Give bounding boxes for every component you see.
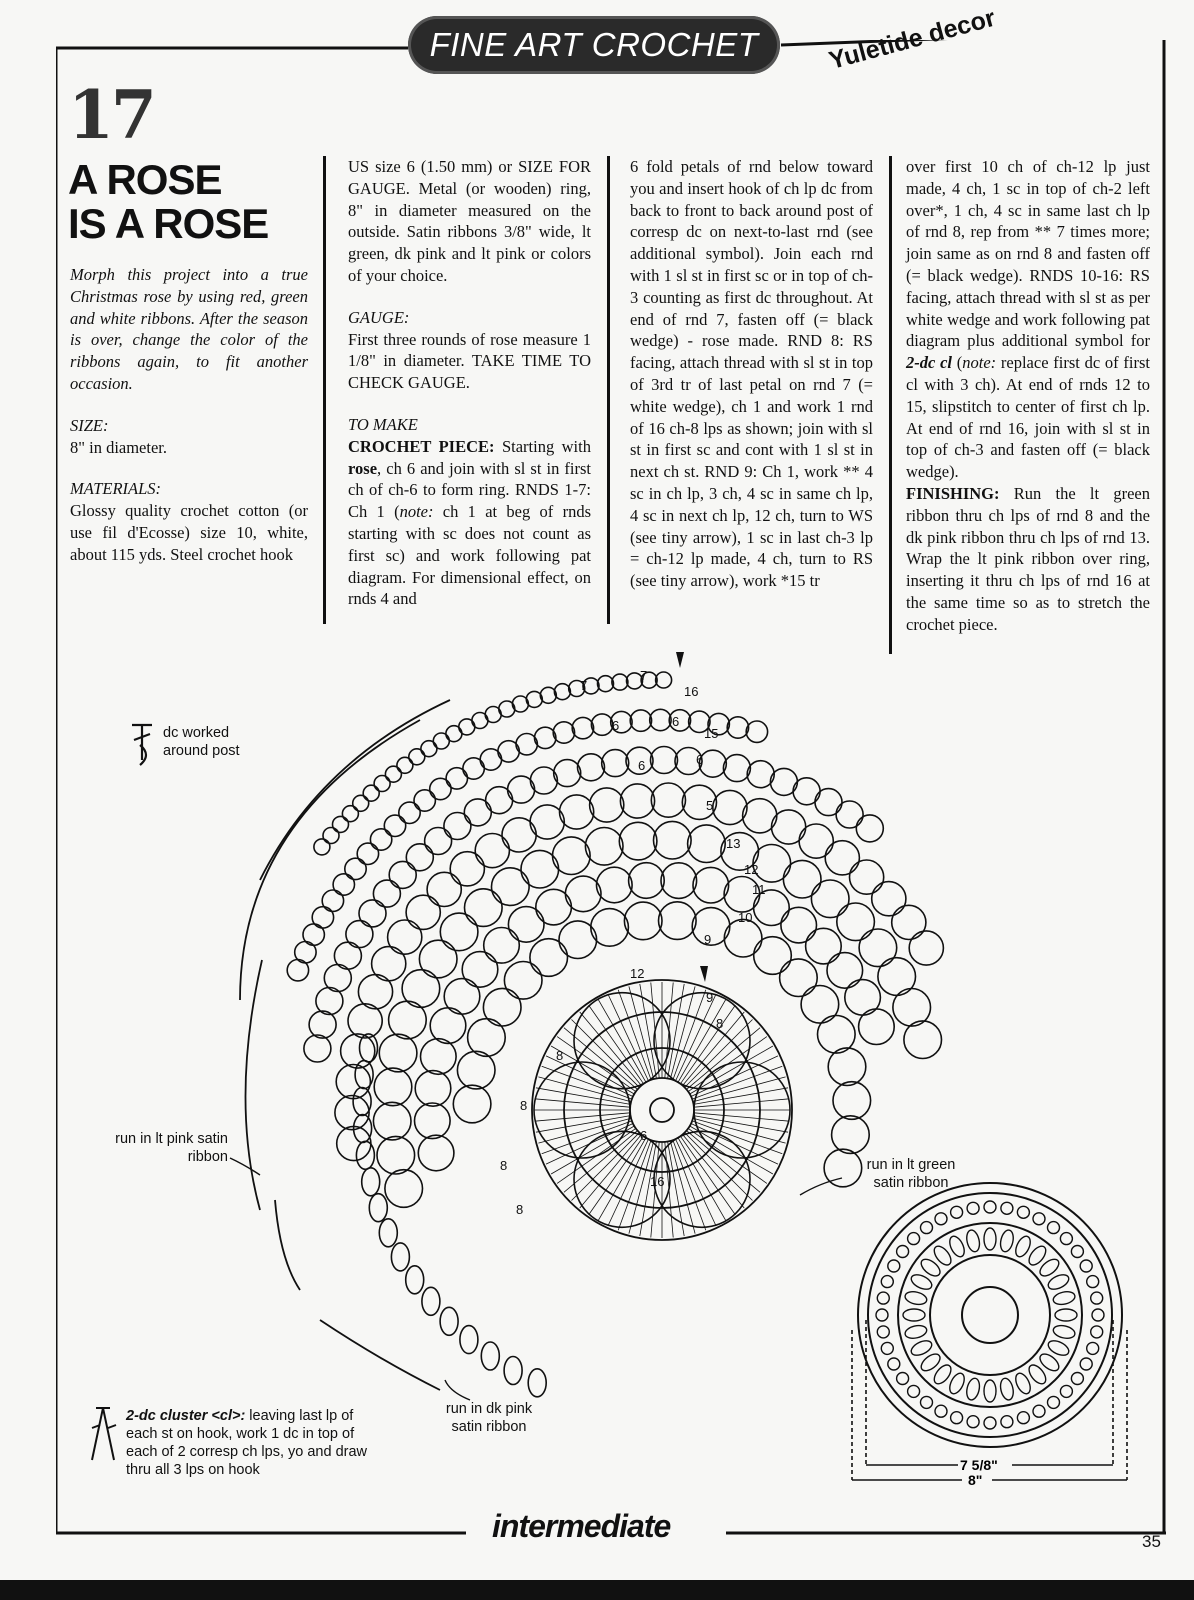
small-loop [984, 1380, 996, 1402]
chain-loop [781, 907, 817, 943]
chain-loop [892, 905, 926, 939]
chain-loop [828, 1048, 866, 1086]
chain-loop [384, 815, 405, 836]
small-loop [1091, 1326, 1103, 1338]
chain-loop [464, 799, 491, 826]
chain-loop [591, 714, 612, 735]
bead-loop [391, 1243, 409, 1271]
round-number: 16 [650, 1174, 665, 1189]
chain-loop [414, 790, 435, 811]
small-loop [904, 1290, 928, 1307]
chain-loop [374, 776, 390, 792]
black-wedge [676, 652, 684, 668]
chain-loop [409, 749, 425, 765]
title-line-1: A ROSE [68, 156, 222, 203]
small-loop [935, 1405, 947, 1417]
small-loop [1087, 1276, 1099, 1288]
small-loop [1091, 1292, 1103, 1304]
small-loop [1052, 1324, 1076, 1341]
stitch-line [542, 1121, 632, 1154]
finishing-text: FINISHING: Run the lt green ribbon thru ch lps of rnd 8 and the dk pink ribbon thru ch lps of rnd 13. Wrap the lt pink ribbon over ring, inserting it thru ch lps of rnd 16 at the same time so as to stretch the crochet piece. [906, 483, 1150, 634]
chain-loop [597, 867, 633, 903]
chain-loop [560, 795, 594, 829]
small-loop [1071, 1373, 1083, 1385]
chain-loop [833, 1082, 871, 1120]
chain-loop [651, 747, 678, 774]
bead-loop [460, 1326, 478, 1354]
chain-loop [379, 1034, 417, 1072]
chain-loop [530, 939, 568, 977]
chain-loop [373, 880, 400, 907]
chain-loop [801, 986, 839, 1024]
bead-loop [528, 1369, 546, 1397]
chain-loop [372, 947, 406, 981]
round-number: 6 [612, 718, 620, 733]
finishing-heading: FINISHING: [906, 483, 1000, 503]
chain-loop [699, 750, 726, 777]
chain-loop [780, 959, 818, 997]
chain-loop [836, 801, 863, 828]
chain-loop [322, 890, 343, 911]
chain-loop [446, 768, 467, 789]
chain-loop [661, 863, 697, 899]
round-number: 8 [500, 1158, 508, 1173]
small-loop [967, 1202, 979, 1214]
small-loop [1060, 1385, 1072, 1397]
round-number: 9 [706, 990, 714, 1005]
to-make-heading: TO MAKE [348, 414, 418, 434]
chain-loop [565, 876, 601, 912]
chain-loop [475, 834, 509, 868]
round-number: 6 [672, 714, 680, 729]
chain-loop [425, 828, 452, 855]
chain-loop [508, 907, 544, 943]
dk-pink-ribbon-label: run in dk pink satin ribbon [445, 1401, 533, 1435]
chain-loop [553, 837, 591, 875]
cluster-title: 2-dc cluster <cl>: [126, 1408, 246, 1424]
chain-loop [444, 813, 471, 840]
stitch-line [536, 1116, 631, 1133]
chain-loop [598, 676, 614, 692]
stitch-line [668, 984, 685, 1079]
chain-loop [554, 760, 581, 787]
bead-loop [422, 1287, 440, 1315]
small-loop [1033, 1405, 1045, 1417]
round-number: 6 [638, 758, 646, 773]
bead-loop [379, 1219, 397, 1247]
stitch-line [640, 984, 657, 1079]
chain-loop [799, 824, 833, 858]
chain-loop [815, 789, 842, 816]
chain-loop [406, 895, 440, 929]
chain-loop [399, 802, 420, 823]
chain-loop [358, 975, 392, 1009]
round-number: 10 [738, 910, 753, 925]
crochet-piece-text: CROCHET PIECE: Starting with rose, ch 6 and join with sl st in first ch of ch-6 to form ring. RNDS 1-7: Ch 1 (note: ch 1 at beg of rnds starting with sc does not count as first sc) and work following pat diagram. For dimensional effect, on rnds 4 and [348, 436, 591, 609]
size-heading: SIZE: [70, 415, 109, 435]
small-loop [877, 1326, 889, 1338]
stitch-line [618, 1140, 651, 1230]
small-loop [1055, 1309, 1077, 1321]
chain-loop [878, 958, 916, 996]
gauge-text: First three rounds of rose measure 1 1/8" in diameter. TAKE TIME TO CHECK GAUGE. [348, 329, 591, 393]
stitch-line [694, 1099, 790, 1107]
chain-loop [827, 953, 863, 989]
chain-loop [304, 1035, 331, 1062]
small-loop [1017, 1206, 1029, 1218]
cluster-symbol [92, 1408, 116, 1460]
small-loop [999, 1377, 1016, 1401]
chain-loop [693, 867, 729, 903]
chain-loop [832, 1116, 870, 1154]
cluster-description: 2-dc cluster <cl>: leaving last lp of each st on hook, work 1 dc in top of each of 2 corresp ch lps, yo and draw thru all 3 lps on hook [126, 1408, 367, 1478]
round-number: 6 [640, 1128, 648, 1143]
chain-loop [377, 1136, 415, 1174]
small-loop [888, 1358, 900, 1370]
chain-loop [333, 816, 349, 832]
chain-loop [713, 790, 747, 824]
small-loop [984, 1228, 996, 1250]
dim-outer-label: 8" [968, 1472, 983, 1488]
small-loop [999, 1229, 1016, 1253]
round-number: 12 [630, 966, 645, 981]
chain-loop [323, 828, 339, 844]
section-label: Yuletide decor [826, 3, 999, 76]
small-loop [881, 1276, 893, 1288]
chain-loop [309, 1011, 336, 1038]
chain-loop [415, 1071, 451, 1107]
small-loop [1017, 1412, 1029, 1424]
chain-loop [909, 931, 943, 965]
small-loop [1052, 1290, 1076, 1307]
bead-loop [353, 1088, 371, 1116]
small-loop [984, 1417, 996, 1429]
chain-loop [370, 829, 391, 850]
gauge-heading: GAUGE: [348, 307, 410, 327]
chain-loop [430, 1008, 466, 1044]
small-loop [965, 1377, 982, 1401]
stitch-line [694, 1113, 790, 1121]
chain-loop [453, 1085, 491, 1123]
chain-loop [312, 907, 333, 928]
bead-loop [355, 1061, 373, 1089]
stitch-line [665, 983, 673, 1079]
stitch-line [535, 1099, 631, 1107]
dc-post-label: dc worked around post [163, 725, 240, 759]
stitch-line [694, 1116, 789, 1133]
stitch-line [651, 983, 659, 1079]
small-loop [897, 1246, 909, 1258]
small-loop [1001, 1416, 1013, 1428]
chain-loop [483, 988, 521, 1026]
chain-loop [659, 902, 697, 940]
small-loop [1080, 1260, 1092, 1272]
chain-loop [486, 787, 513, 814]
round-number: 5 [706, 798, 714, 813]
stitch-line [651, 1142, 659, 1238]
chain-loop [421, 741, 437, 757]
chain-loop [342, 806, 358, 822]
chain-loop [440, 913, 478, 951]
chain-loop [620, 784, 654, 818]
bead-loop [362, 1168, 380, 1196]
chain-loop [591, 909, 629, 947]
chain-loop [872, 882, 906, 916]
chain-loop [753, 845, 791, 883]
chain-loop [336, 1065, 370, 1099]
pattern-number: 17 [68, 76, 154, 154]
chain-loop [859, 1009, 895, 1045]
skill-level-logo: intermediate [492, 1508, 671, 1544]
chain-loop [389, 861, 416, 888]
banner: FINE ART CROCHET [408, 16, 780, 74]
small-loop [951, 1206, 963, 1218]
small-loop [1048, 1396, 1060, 1408]
small-loop [904, 1324, 928, 1341]
column-3 [630, 156, 873, 592]
chain-loop [346, 921, 373, 948]
chain-loop [859, 929, 897, 967]
chain-loop [359, 900, 386, 927]
small-loop [903, 1309, 925, 1321]
chain-loop [465, 889, 503, 927]
chain-loop [388, 920, 422, 954]
black-wedge [700, 966, 708, 982]
stitch-line [673, 990, 706, 1080]
stitch-line [668, 1142, 685, 1237]
stitch-line [665, 1142, 673, 1238]
chain-loop [837, 903, 875, 941]
crochet-diagram [0, 640, 1194, 1500]
chain-loop [430, 778, 451, 799]
chain-loop [427, 872, 461, 906]
chain-loop [724, 919, 762, 957]
chain-loop [624, 902, 662, 940]
small-loop [1048, 1222, 1060, 1234]
stitch-line [692, 1066, 782, 1099]
chain-loop [806, 928, 842, 964]
stitch-line [692, 1121, 782, 1154]
small-loop [935, 1213, 947, 1225]
chain-loop [746, 721, 767, 742]
small-loop [1092, 1309, 1104, 1321]
dc-post-symbol [132, 725, 152, 765]
small-loop [921, 1396, 933, 1408]
round-number: 8 [516, 1202, 524, 1217]
small-loop [1060, 1233, 1072, 1245]
chain-loop [385, 1170, 423, 1208]
small-loop [1033, 1213, 1045, 1225]
column-1 [70, 264, 308, 566]
chain-loop [345, 858, 366, 879]
chain-loop [650, 709, 671, 730]
chain-loop [651, 783, 685, 817]
chain-loop [314, 839, 330, 855]
chain-loop [578, 754, 605, 781]
chain-loop [904, 1021, 942, 1059]
title-line-2: IS A ROSE [68, 200, 269, 247]
rounds-text-cont: over first 10 ch of ch-12 lp just made, 4 ch, 1 sc in top of ch-2 left over*, 1 ch, 4 sc in same last ch lp of rnd 8, rep from ** 7 times more; join same as on rnd 8 and fasten off (= black wedge). RNDS 10-16: RS facing, attach thread with sl st as per white wedge and work following pat diagram plus additional symbol for 2-dc cl (note: replace first dc of first cl with 3 ch). At end of rnds 12 to 15, slipstitch to center of first ch lp. At end of rnd 16, join with sl st in top of ch-3 and fasten off (= black wedge). [906, 157, 1150, 482]
chain-loop [630, 710, 651, 731]
round-number: 11 [752, 882, 766, 897]
chain-loop [825, 841, 859, 875]
chain-loop [590, 788, 624, 822]
small-loop [881, 1342, 893, 1354]
bead-loop [504, 1357, 522, 1385]
chain-loop [450, 852, 484, 886]
chain-loop [492, 868, 530, 906]
size-text: 8" in diameter. [70, 437, 168, 457]
round-number: 8 [716, 1016, 724, 1031]
stitch-line [694, 1088, 789, 1105]
chain-loop [619, 822, 657, 860]
chain-loop [418, 1135, 454, 1171]
lt-green-ribbon-label: run in lt green satin ribbon [866, 1157, 956, 1191]
small-loop [876, 1309, 888, 1321]
materials-heading: MATERIALS: [70, 479, 162, 499]
small-loop [908, 1233, 920, 1245]
chain-loop [850, 860, 884, 894]
chain-loop [421, 1039, 457, 1075]
chain-loop [353, 795, 369, 811]
chain-loop [554, 684, 570, 700]
chain-loop [397, 757, 413, 773]
stitch-line [536, 1088, 631, 1105]
small-loop [967, 1416, 979, 1428]
chain-loop [688, 825, 726, 863]
chain-loop [656, 672, 672, 688]
bottom-edge [0, 1580, 1194, 1600]
chain-loop [457, 1051, 495, 1089]
chain-loop [572, 717, 593, 738]
chain-loop [303, 924, 324, 945]
chain-loop [468, 1019, 506, 1057]
stitch-line [673, 1140, 706, 1230]
round-number: 16 [684, 684, 699, 699]
column-2 [348, 156, 591, 610]
column-4 [906, 156, 1150, 636]
round-number: 6 [696, 752, 704, 767]
bead-loop [406, 1266, 424, 1294]
bead-loop [440, 1307, 458, 1335]
round-number: 9 [704, 932, 712, 947]
chain-loop [783, 860, 821, 898]
small-loop [908, 1385, 920, 1397]
bead-loop [481, 1342, 499, 1370]
pattern-title [68, 158, 268, 246]
chain-loop [373, 1102, 411, 1140]
chain-loop [629, 863, 665, 899]
chain-loop [363, 785, 379, 801]
stitch-line [542, 1066, 632, 1099]
small-loop [877, 1292, 889, 1304]
chain-loop [754, 937, 792, 975]
chain-loop [444, 979, 480, 1015]
chain-loop [333, 874, 354, 895]
stitch-line [618, 990, 651, 1080]
column-divider [889, 156, 892, 654]
chain-loop [402, 970, 440, 1008]
small-loop [1001, 1202, 1013, 1214]
rounds-text: 6 fold petals of rnd below toward you and insert hook of ch lp dc from back to front to back around post of corresp dc on next-to-last rnd (see additional symbol). Join each rnd with 1 sl st in first sc or in top of ch-3 counting as first dc throughout. At end of rnd 7, fasten off (= black wedge) - rose made. RND 8: RS facing, attach thread with sl st in top of 3rd tr of last petal on rnd 7 (= white wedge), ch 1 and work 1 rnd of 16 ch-8 lps as shown; join with sl st in first sc and cont with 1 sl st in next ch st. RND 9: Ch 1, work ** 4 sc in ch lp, 3 ch, 4 sc in same ch lp, 4 sc in next ch lp, 12 ch, turn to WS (see tiny arrow), 1 sc in last ch-3 lp = ch-12 lp made, 4 ch, turn to RS (see tiny arrow), work *15 tr [630, 157, 873, 591]
chain-loop [357, 843, 378, 864]
round-number: 13 [726, 836, 741, 851]
chain-loop [654, 821, 692, 859]
intro-text: Morph this project into a true Christmas rose by using red, green and white ribbons. After the season is over, change the color of the ribbons again, to fit another occasion. [70, 265, 308, 393]
chain-loop [727, 717, 748, 738]
dim-inner-label: 7 5/8" [960, 1457, 998, 1473]
chain-loop [419, 940, 457, 978]
chain-loop [845, 980, 881, 1016]
small-loop [965, 1229, 982, 1253]
round-number: 7 [580, 678, 588, 693]
stitch-line [535, 1113, 631, 1121]
crochet-piece-heading: CROCHET PIECE: [348, 436, 495, 456]
chain-loop [612, 674, 628, 690]
chain-loop [723, 755, 750, 782]
chain-loop [334, 942, 361, 969]
small-loop [1071, 1246, 1083, 1258]
chain-loop [602, 750, 629, 777]
page-number: 35 [1142, 1532, 1161, 1551]
round-number: 8 [520, 1098, 528, 1113]
chain-loop [772, 810, 806, 844]
chain-loop [484, 928, 520, 964]
small-loop [888, 1260, 900, 1272]
chain-loop [462, 952, 498, 988]
materials-text: Glossy quality crochet cotton (or use fil d'Ecosse) size 10, white, about 115 yds. Steel crochet hook [70, 501, 308, 564]
chain-loop [502, 818, 536, 852]
small-loop [984, 1201, 996, 1213]
chain-loop [553, 722, 574, 743]
chain-loop [406, 844, 433, 871]
small-loop [1080, 1358, 1092, 1370]
round-number: 7 [640, 668, 648, 683]
bead-loop [369, 1194, 387, 1222]
chain-loop [793, 778, 820, 805]
chain-loop [504, 962, 542, 1000]
chain-loop [335, 1096, 369, 1130]
small-loop [951, 1412, 963, 1424]
chain-loop [585, 828, 623, 866]
small-loop [897, 1373, 909, 1385]
materials-continued: US size 6 (1.50 mm) or SIZE FOR GAUGE. Metal (or wooden) ring, 8" in diameter measured on the outside. Satin ribbons 3/8" wide, lt green, dk pink and lt pink or colors of your choice. [348, 157, 591, 285]
chain-loop [856, 815, 883, 842]
column-divider [323, 156, 326, 624]
round-number: 12 [744, 862, 759, 877]
lt-pink-ribbon-label: run in lt pink satin ribbon [115, 1131, 228, 1165]
round-number: 8 [556, 1048, 564, 1063]
chain-loop [811, 880, 849, 918]
small-loop [921, 1222, 933, 1234]
chain-loop [415, 1103, 451, 1139]
chain-loop [374, 1068, 412, 1106]
round-number: 15 [704, 726, 719, 741]
chain-loop [385, 766, 401, 782]
column-divider [607, 156, 610, 624]
small-loop [1087, 1342, 1099, 1354]
